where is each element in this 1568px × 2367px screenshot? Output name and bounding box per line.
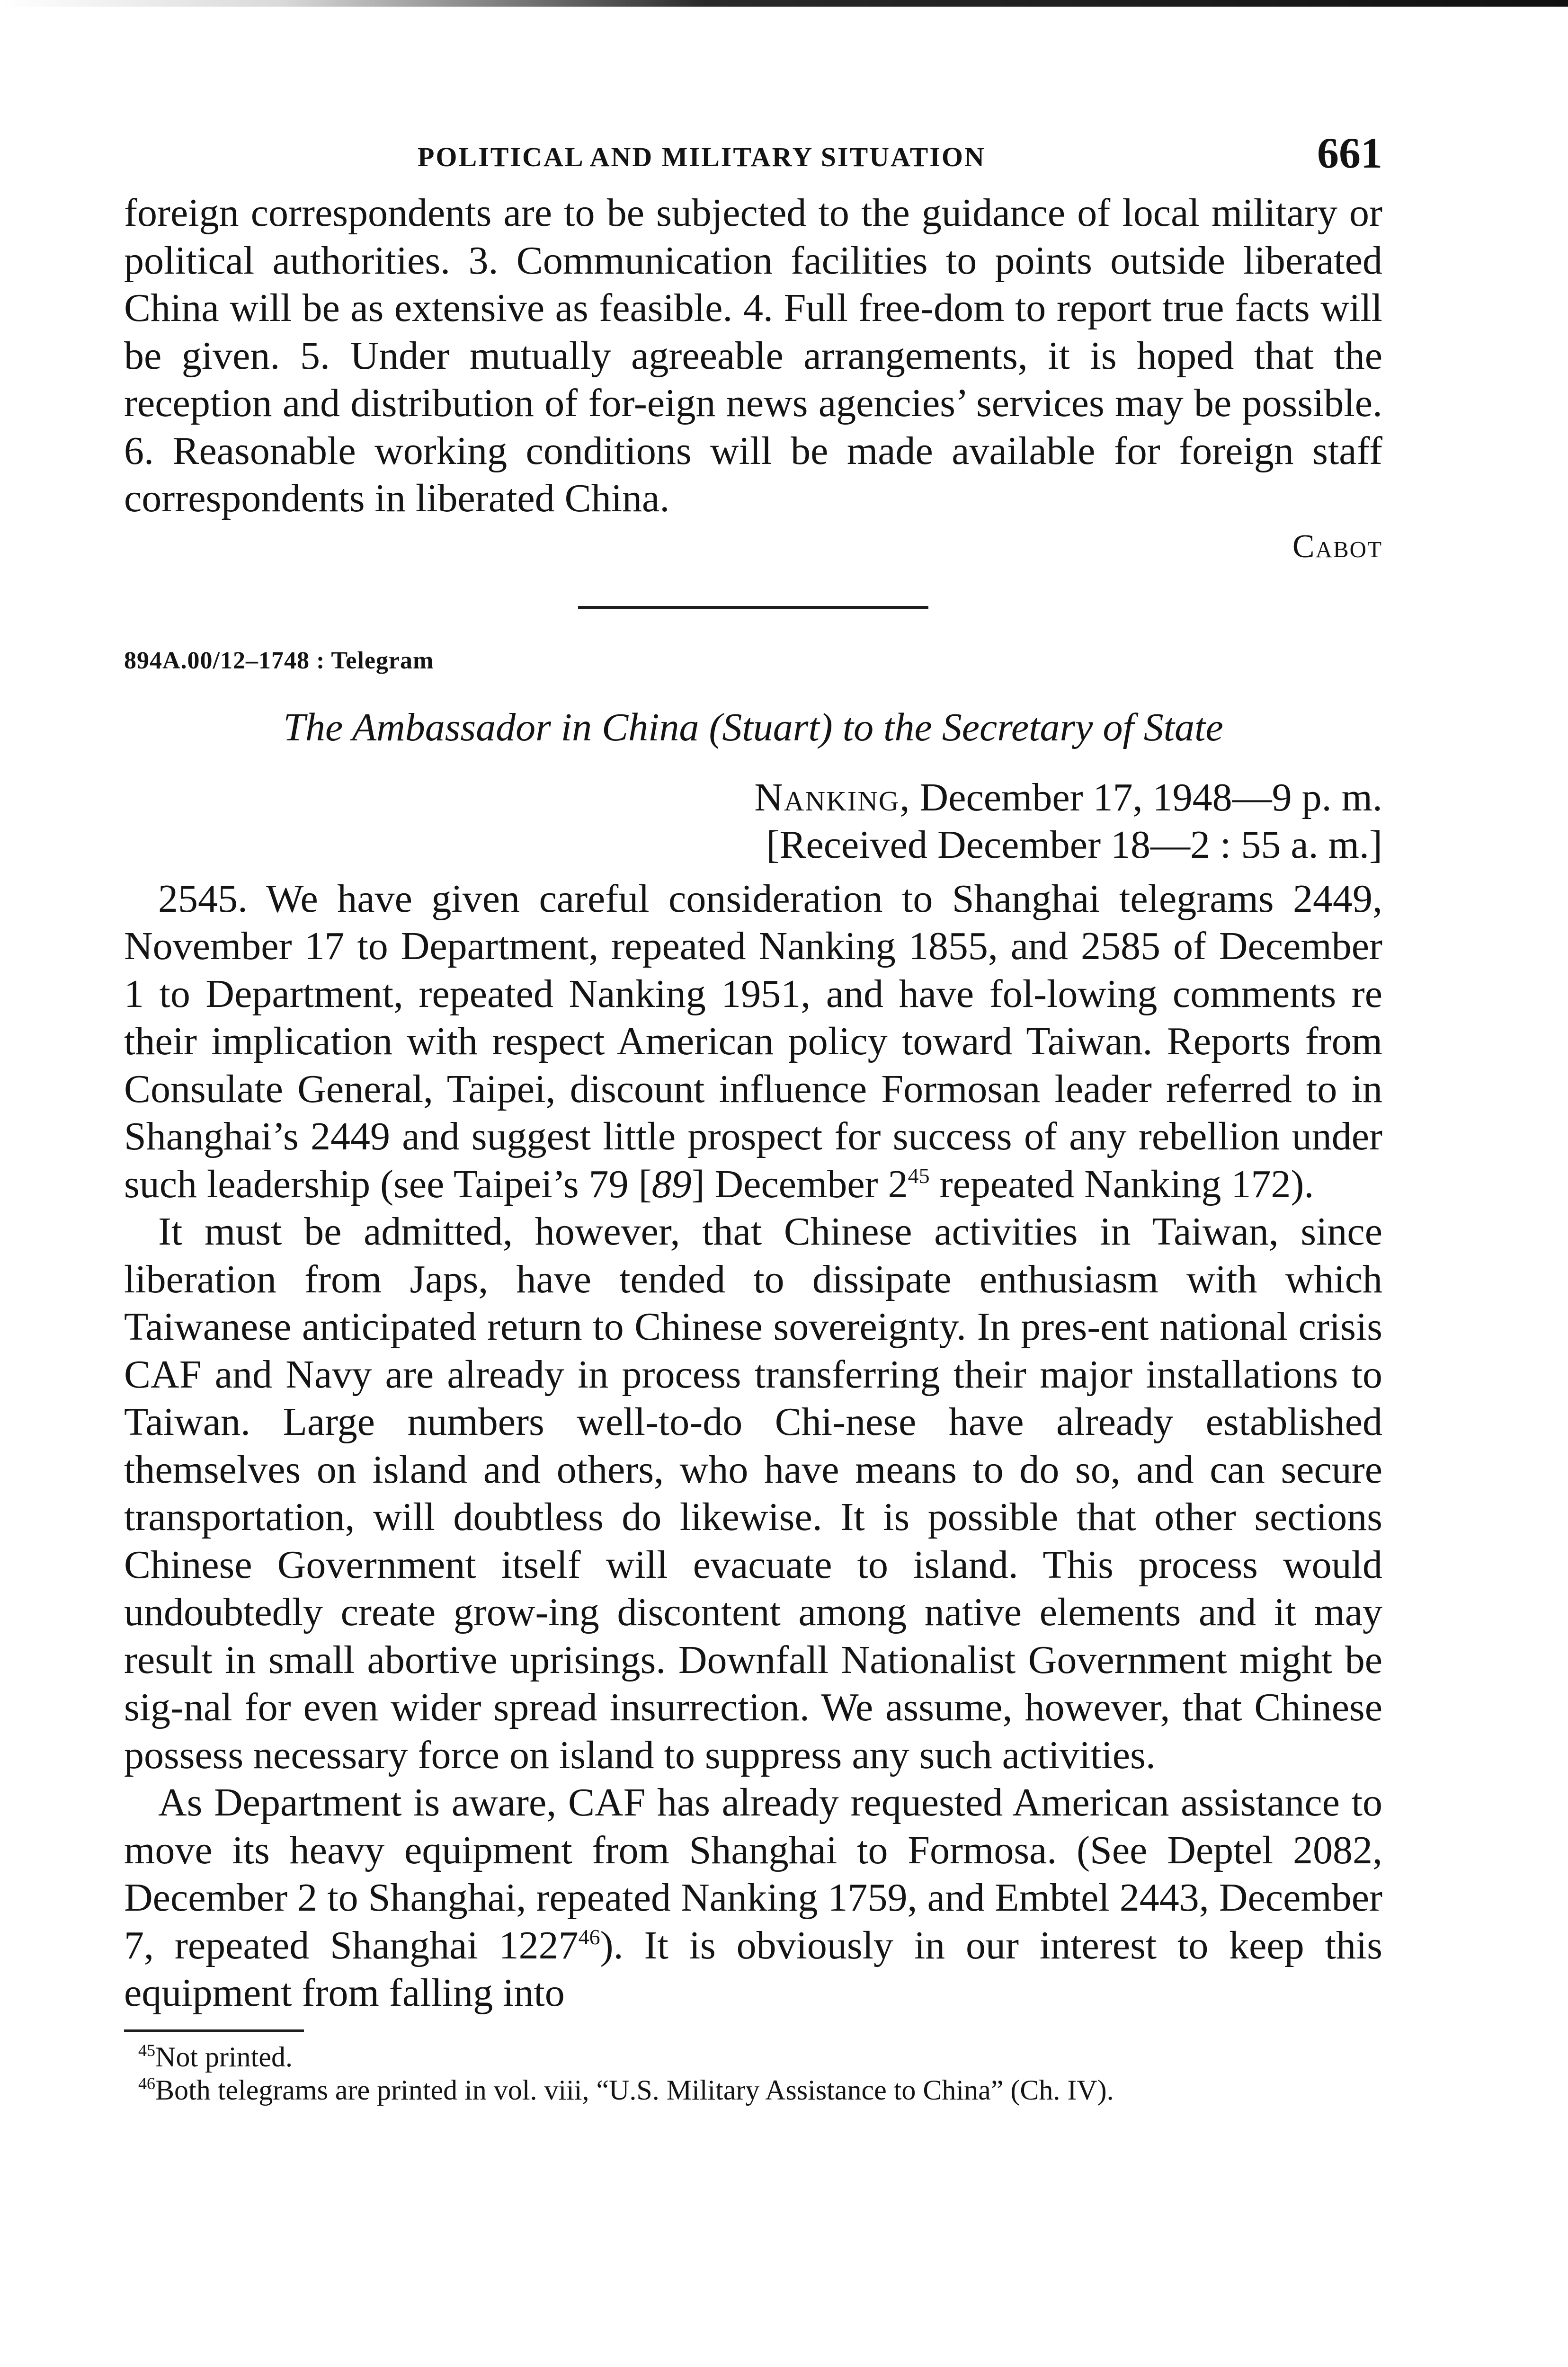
paragraph-text: ). It is obviously in our interest to keep this equipment from falling into bbox=[124, 1923, 1382, 2015]
footnote-mark: 45 bbox=[138, 2040, 155, 2060]
footnote-46 bbox=[124, 2073, 1382, 2107]
footnote-text: Both telegrams are printed in vol. viii, “U.S. Military Assistance to China” (Ch. IV). bbox=[155, 2074, 1114, 2106]
dateline bbox=[124, 774, 1382, 821]
paragraph-text: repeated Nanking 172). bbox=[929, 1162, 1314, 1206]
body-paragraph-1 bbox=[124, 875, 1382, 1209]
top-edge-rule bbox=[0, 0, 1568, 7]
section-divider bbox=[578, 606, 928, 609]
document-heading: The Ambassador in China (Stuart) to the Secretary of State bbox=[283, 705, 1223, 749]
footnote-text: Not printed. bbox=[155, 2041, 293, 2073]
received-line: [Received December 18—2 : 55 a. m.] bbox=[766, 822, 1382, 867]
body-paragraph-2: It must be admitted, however, that Chinese activities in Taiwan, since liberation from Japs, have tended to dissipate enthusiasm with which Taiwanese anticipated return to Chinese sovereignty. In pres-ent national crisis CAF and Navy are already in process transferring their major installations to Taiwan. Large numbers well-to-do Chi-nese have already established themselves on island and others, who have means to do so, and can secure transportation, will doubtless do likewise. It is possible that other sections Chinese Government itself will evacuate to island. This process would undoubtedly create grow-ing discontent among native elements and it may result in small abortive uprisings. Downfall Nationalist Government might be sig-nal for even wider spread insurrection. We assume, however, that Chinese possess necessary force on island to suppress any such activities. bbox=[124, 1210, 1382, 1777]
file-reference: 894A.00/12–1748 : Telegram bbox=[124, 647, 434, 674]
running-head bbox=[124, 128, 1382, 189]
footnote-mark: 46 bbox=[138, 2073, 155, 2093]
dateline-place: Nanking bbox=[754, 775, 900, 819]
footnote-ref-45[interactable]: 45 bbox=[908, 1163, 930, 1188]
editorial-correction: 89 bbox=[651, 1162, 692, 1206]
signature: Cabot bbox=[1292, 528, 1382, 565]
dateline-date: , December 17, 1948—9 p. m. bbox=[900, 775, 1382, 819]
page bbox=[124, 128, 1382, 2107]
paragraph-text: 2545. We have given careful consideration to Shanghai telegrams 2449, November 17 to Department, repeated Nanking 1855, and 2585 of December 1 to Department, repeated Nanking 1951, and have fol-lowing comments re their implication with respect American policy toward Taiwan. Reports from Consulate General, Taipei, discount influence Formosan leader referred to in Shanghai’s 2449 and suggest little prospect for success of any rebellion under such leadership (see Taipei’s 79 [ bbox=[124, 876, 1382, 1206]
footnote-rule bbox=[124, 2029, 304, 2032]
page-number: 661 bbox=[1317, 129, 1382, 177]
paragraph-text: As Department is aware, CAF has already requested American assistance to move its heavy equipment from Shanghai to Formosa. (See Deptel 2082, December 2 to Shanghai, repeated Nanking 1759, and Embtel 2443, December 7, repeated Shanghai 1227 bbox=[124, 1780, 1382, 1967]
footnotes bbox=[124, 2040, 1382, 2107]
paragraph-text: ] December 2 bbox=[691, 1162, 908, 1206]
body-paragraph-3 bbox=[124, 1779, 1382, 2017]
footnote-45 bbox=[124, 2040, 1382, 2073]
footnote-ref-46[interactable]: 46 bbox=[578, 1924, 600, 1949]
running-title: POLITICAL AND MILITARY SITUATION bbox=[418, 142, 986, 172]
continued-paragraph: foreign correspondents are to be subjected to the guidance of local military or political authorities. 3. Communication facilities to points outside liberated China will be as extensive as feasible. 4. Full free-dom to report true facts will be given. 5. Under mutually agreeable arrangements, it is hoped that the reception and distribution of for-eign news agencies’ services may be possible. 6. Reasonable working conditions will be made available for foreign staff correspondents in liberated China. bbox=[124, 191, 1382, 520]
